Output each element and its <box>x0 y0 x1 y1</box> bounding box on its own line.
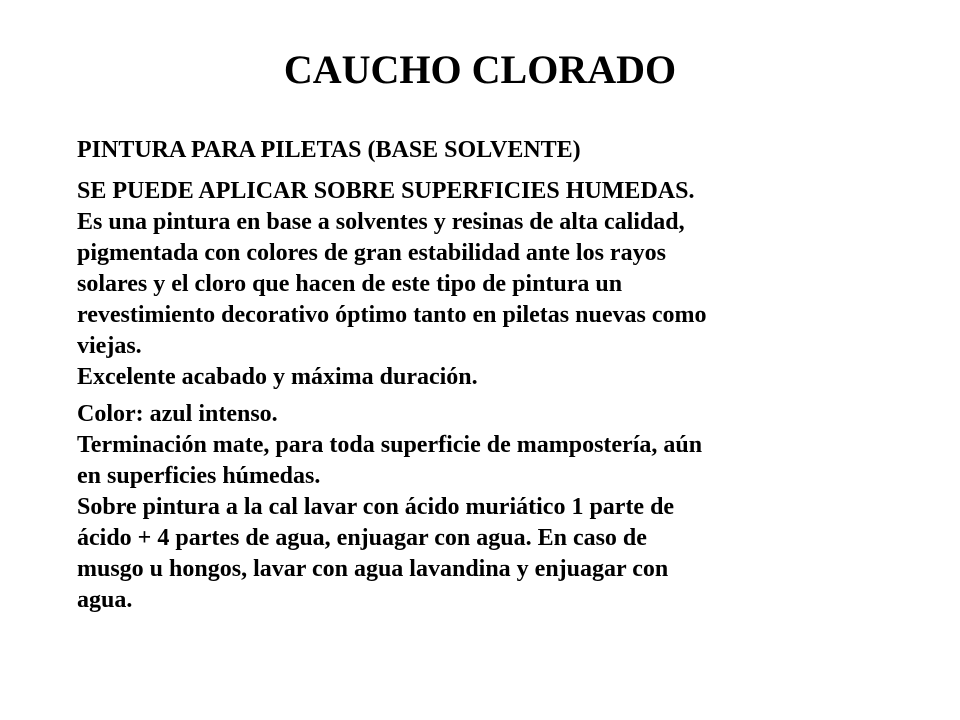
instructions-line: Terminación mate, para toda superficie de mampostería, aún <box>77 432 703 458</box>
description-line: viejas. <box>77 333 142 359</box>
description-line: SE PUEDE APLICAR SOBRE SUPERFICIES HUMEDAS. <box>77 178 695 204</box>
instructions-line: agua. <box>77 587 133 613</box>
paragraph-description <box>77 176 937 393</box>
description-line: solares y el cloro que hacen de este tipo de pintura un <box>77 271 623 297</box>
instructions-line: musgo u hongos, lavar con agua lavandina y enjuagar con <box>77 556 669 582</box>
instructions-line: ácido + 4 partes de agua, enjuagar con agua. En caso de <box>77 525 647 551</box>
subtitle-line: PINTURA PARA PILETAS (BASE SOLVENTE) <box>77 137 581 163</box>
instructions-line: en superficies húmedas. <box>77 463 321 489</box>
description-line: pigmentada con colores de gran estabilidad ante los rayos <box>77 240 666 266</box>
description-line: Es una pintura en base a solventes y resinas de alta calidad, <box>77 209 685 235</box>
description-line: revestimiento decorativo óptimo tanto en piletas nuevas como <box>77 302 707 328</box>
paragraph-subtitle <box>77 135 937 166</box>
instructions-line: Color: azul intenso. <box>77 401 278 427</box>
description-line: Excelente acabado y máxima duración. <box>77 364 478 390</box>
slide-body <box>77 135 937 622</box>
slide-title: CAUCHO CLORADO <box>283 47 677 92</box>
instructions-line: Sobre pintura a la cal lavar con ácido muriático 1 parte de <box>77 494 675 520</box>
paragraph-instructions <box>77 399 937 616</box>
